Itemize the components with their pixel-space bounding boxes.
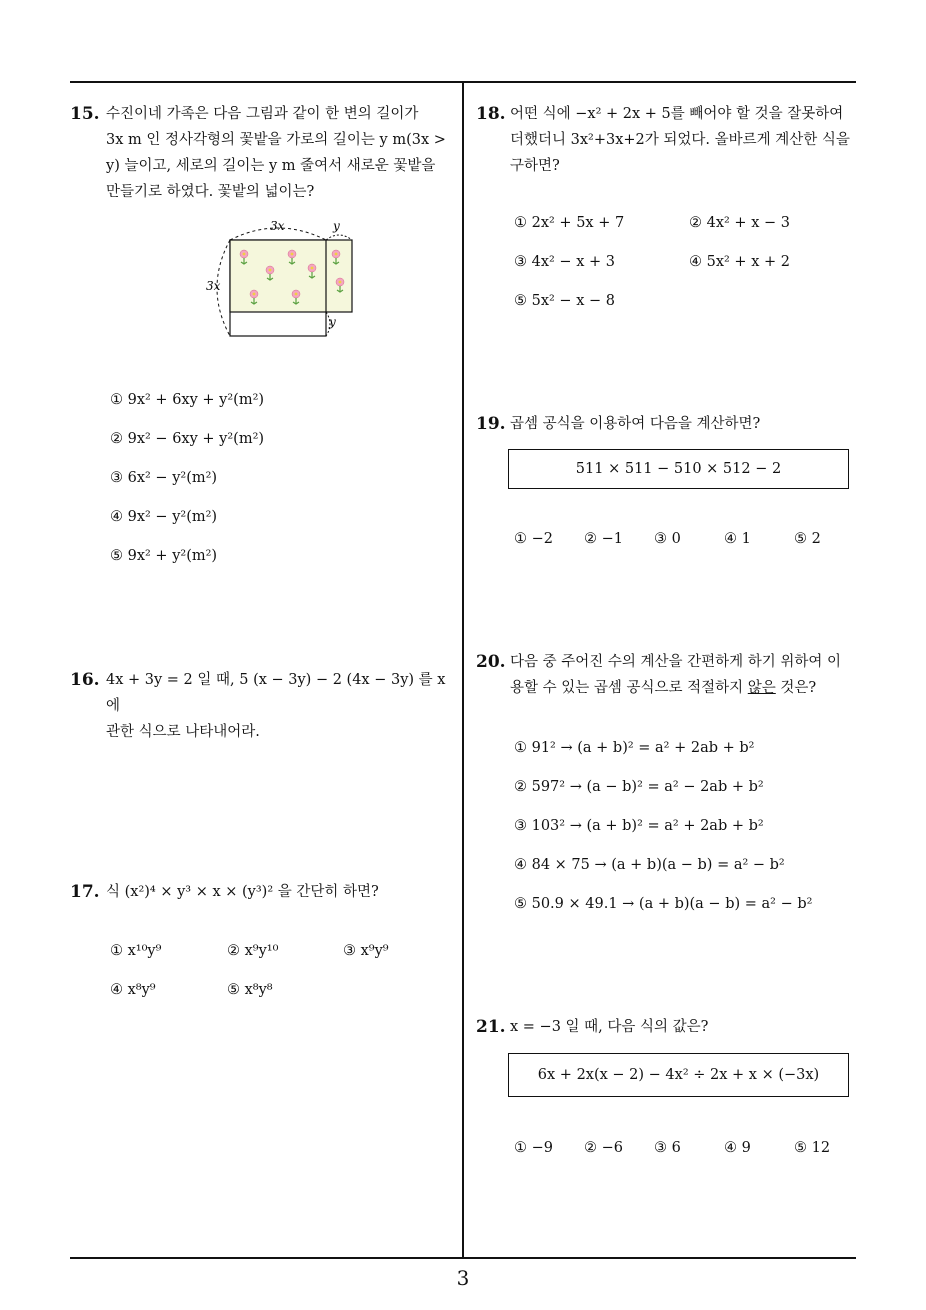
answer-option[interactable]: ④ 5x² + x + 2 bbox=[689, 254, 790, 270]
answer-option[interactable]: ③ 103² → (a + b)² = a² + 2ab + b² bbox=[514, 818, 764, 834]
answer-option[interactable]: ② 9x² − 6xy + y²(m²) bbox=[110, 431, 265, 447]
answer-option[interactable]: ① 9x² + 6xy + y²(m²) bbox=[110, 392, 265, 408]
question-text: 곱셈 공식을 이용하여 다음을 계산하면? bbox=[510, 416, 761, 432]
question-line: 4x + 3y = 2 일 때, 5 (x − 3y) − 2 (4x − 3y) 를 x 에 bbox=[106, 672, 446, 714]
answer-option[interactable]: ① x¹⁰y⁹ bbox=[110, 943, 162, 959]
answer-option[interactable]: ⑤ 50.9 × 49.1 → (a + b)(a − b) = a² − b² bbox=[514, 896, 813, 912]
answer-option[interactable]: ① −9 bbox=[514, 1140, 553, 1156]
answer-option[interactable]: ⑤ 5x² − x − 8 bbox=[514, 293, 615, 309]
flower-garden-figure bbox=[200, 218, 360, 342]
answer-option[interactable]: ② x⁹y¹⁰ bbox=[227, 943, 279, 959]
answer-option[interactable]: ② −6 bbox=[584, 1140, 623, 1156]
y-top-label: y bbox=[333, 219, 340, 233]
question-number: 20. bbox=[476, 652, 506, 672]
question-line: 관한 식으로 나타내어라. bbox=[106, 724, 260, 740]
answer-option[interactable]: ③ x⁹y⁹ bbox=[343, 943, 389, 959]
question-line: 어떤 식에 −x² + 2x + 5를 빼어야 할 것을 잘못하여 bbox=[510, 106, 844, 122]
answer-option[interactable]: ③ 4x² − x + 3 bbox=[514, 254, 615, 270]
top-label: 3x bbox=[270, 219, 285, 233]
answer-option[interactable]: ③ 0 bbox=[654, 531, 681, 547]
question-line: y) 늘이고, 세로의 길이는 y m 줄여서 새로운 꽃밭을 bbox=[106, 158, 436, 174]
question-line: 더했더니 3x²+3x+2가 되었다. 올바르게 계산한 식을 bbox=[510, 132, 850, 148]
question-line-start: 용할 수 있는 곱셈 공식으로 적절하지 bbox=[510, 680, 748, 696]
question-line: 다음 중 주어진 수의 계산을 간편하게 하기 위하여 이 bbox=[510, 654, 842, 670]
question-number: 16. bbox=[70, 670, 100, 690]
answer-option[interactable]: ⑤ 12 bbox=[794, 1140, 831, 1156]
answer-option[interactable]: ② 4x² + x − 3 bbox=[689, 215, 790, 231]
question-number: 21. bbox=[476, 1017, 506, 1037]
answer-option[interactable]: ④ x⁸y⁹ bbox=[110, 982, 156, 998]
question-line-end: 것은? bbox=[775, 680, 817, 696]
underlined-emphasis: 않은 bbox=[747, 680, 776, 696]
question-number: 18. bbox=[476, 104, 506, 124]
page-number: 3 bbox=[456, 1266, 470, 1290]
question-text bbox=[510, 101, 862, 179]
question-text bbox=[106, 101, 456, 205]
answer-option[interactable]: ④ 9x² − y²(m²) bbox=[110, 509, 218, 525]
question-line bbox=[510, 675, 862, 701]
question-text bbox=[510, 649, 862, 701]
answer-option[interactable]: ⑤ 9x² + y²(m²) bbox=[110, 548, 218, 564]
answer-option[interactable]: ① −2 bbox=[514, 531, 553, 547]
question-line: 수진이네 가족은 다음 그림과 같이 한 변의 길이가 bbox=[106, 106, 419, 122]
y-bottom-label: y bbox=[329, 315, 336, 329]
question-text bbox=[106, 667, 458, 745]
answer-option[interactable]: ⑤ x⁸y⁸ bbox=[227, 982, 273, 998]
answer-option[interactable]: ③ 6 bbox=[654, 1140, 681, 1156]
y-top-arc bbox=[326, 235, 352, 240]
answer-option[interactable]: ① 2x² + 5x + 7 bbox=[514, 215, 625, 231]
question-number: 15. bbox=[70, 104, 100, 124]
question-line: 만들기로 하였다. 꽃밭의 넓이는? bbox=[106, 184, 315, 200]
answer-option[interactable]: ② −1 bbox=[584, 531, 623, 547]
expression-box: 511 × 511 − 510 × 512 − 2 bbox=[508, 449, 849, 489]
answer-option[interactable]: ② 597² → (a − b)² = a² − 2ab + b² bbox=[514, 779, 764, 795]
question-number: 19. bbox=[476, 414, 506, 434]
expression-box: 6x + 2x(x − 2) − 4x² ÷ 2x + x × (−3x) bbox=[508, 1053, 849, 1097]
answer-option[interactable]: ⑤ 2 bbox=[794, 531, 821, 547]
answer-option[interactable]: ④ 9 bbox=[724, 1140, 751, 1156]
question-text: 식 (x²)⁴ × y³ × x × (y³)² 을 간단히 하면? bbox=[106, 884, 379, 900]
question-line: 3x m 인 정사각형의 꽃밭을 가로의 길이는 y m(3x > bbox=[106, 132, 446, 148]
bottom-rule bbox=[70, 1257, 856, 1259]
question-number: 17. bbox=[70, 882, 100, 902]
answer-option[interactable]: ④ 84 × 75 → (a + b)(a − b) = a² − b² bbox=[514, 857, 785, 873]
answer-option[interactable]: ④ 1 bbox=[724, 531, 751, 547]
question-line: 구하면? bbox=[510, 158, 560, 174]
question-text: x = −3 일 때, 다음 식의 값은? bbox=[510, 1019, 709, 1035]
answer-option[interactable]: ③ 6x² − y²(m²) bbox=[110, 470, 218, 486]
side-label: 3x bbox=[206, 279, 221, 293]
answer-option[interactable]: ① 91² → (a + b)² = a² + 2ab + b² bbox=[514, 740, 755, 756]
column-divider bbox=[462, 81, 464, 1259]
